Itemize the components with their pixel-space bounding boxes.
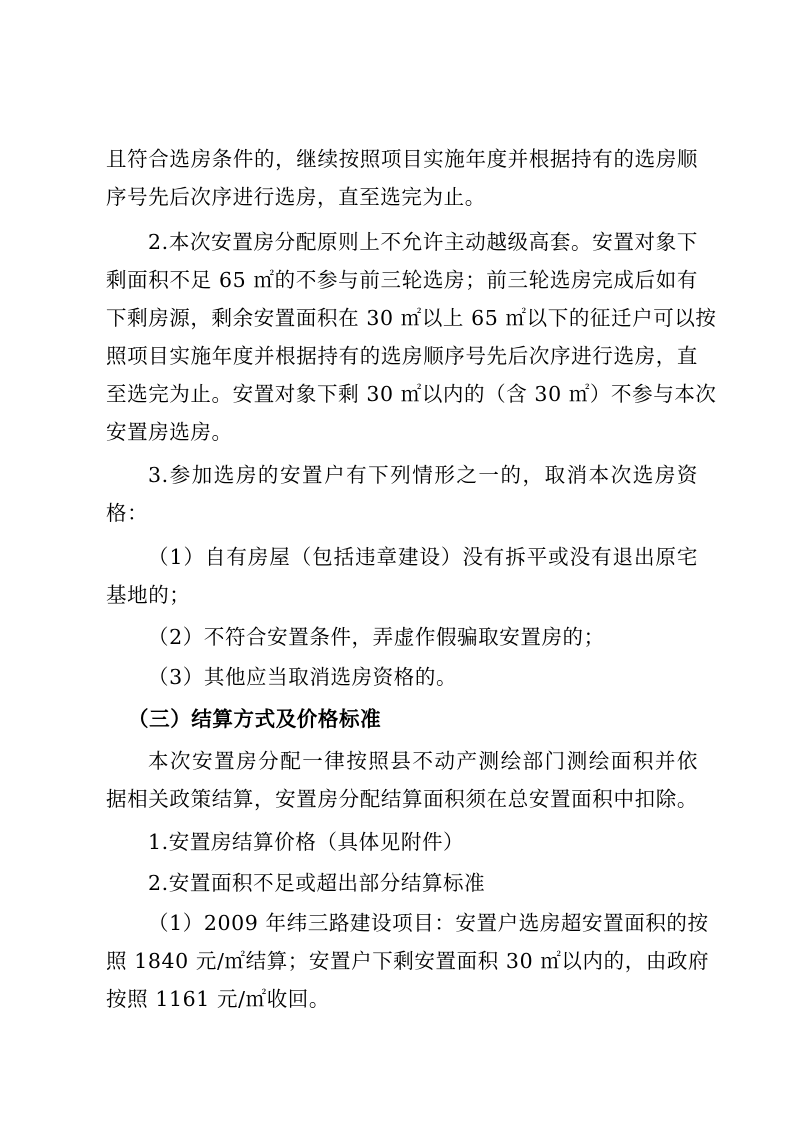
text-line: 据相关政策结算，安置房分配结算面积须在总安置面积中扣除。 (106, 787, 698, 811)
text-line: 2.本次安置房分配原则上不允许主动越级高套。安置对象下 (148, 230, 698, 254)
section-heading: （三）结算方式及价格标准 (128, 707, 382, 731)
text-line: 且符合选房条件的，继续按照项目实施年度并根据持有的选房顺 (106, 147, 698, 171)
text-line: 序号先后次序进行选房，直至选完为止。 (106, 185, 486, 209)
text-line: 下剩房源，剩余安置面积在 30 ㎡以上 65 ㎡以下的征迁户可以按 (106, 306, 717, 330)
text-line: 2.安置面积不足或超出部分结算标准 (148, 871, 486, 895)
text-line: 本次安置房分配一律按照县不动产测绘部门测绘面积并依 (148, 749, 698, 773)
text-line: （1）自有房屋（包括违章建设）没有拆平或没有退出原宅 (148, 545, 698, 569)
text-line: （2）不符合安置条件，弄虚作假骗取安置房的； (148, 625, 605, 649)
text-line: （3）其他应当取消选房资格的。 (148, 665, 458, 689)
text-line: 格： (106, 501, 149, 525)
text-line: 安置房选房。 (106, 420, 233, 444)
text-line: 至选完为止。安置对象下剩 30 ㎡以内的（含 30 ㎡）不参与本次 (106, 382, 717, 406)
text-line: 1.安置房结算价格（具体见附件） (148, 830, 465, 854)
text-line: 基地的； (106, 583, 191, 607)
text-line: （1）2009 年纬三路建设项目：安置户选房超安置面积的按 (148, 911, 709, 935)
text-line: 照项目实施年度并根据持有的选房顺序号先后次序进行选房，直 (106, 344, 698, 368)
text-line: 3.参加选房的安置户有下列情形之一的，取消本次选房资 (148, 463, 698, 487)
text-line: 按照 1161 元/㎡收回。 (106, 987, 331, 1011)
text-line: 剩面积不足 65 ㎡的不参与前三轮选房；前三轮选房完成后如有 (106, 268, 698, 292)
text-line: 照 1840 元/㎡结算；安置户下剩安置面积 30 ㎡以内的，由政府 (106, 949, 710, 973)
